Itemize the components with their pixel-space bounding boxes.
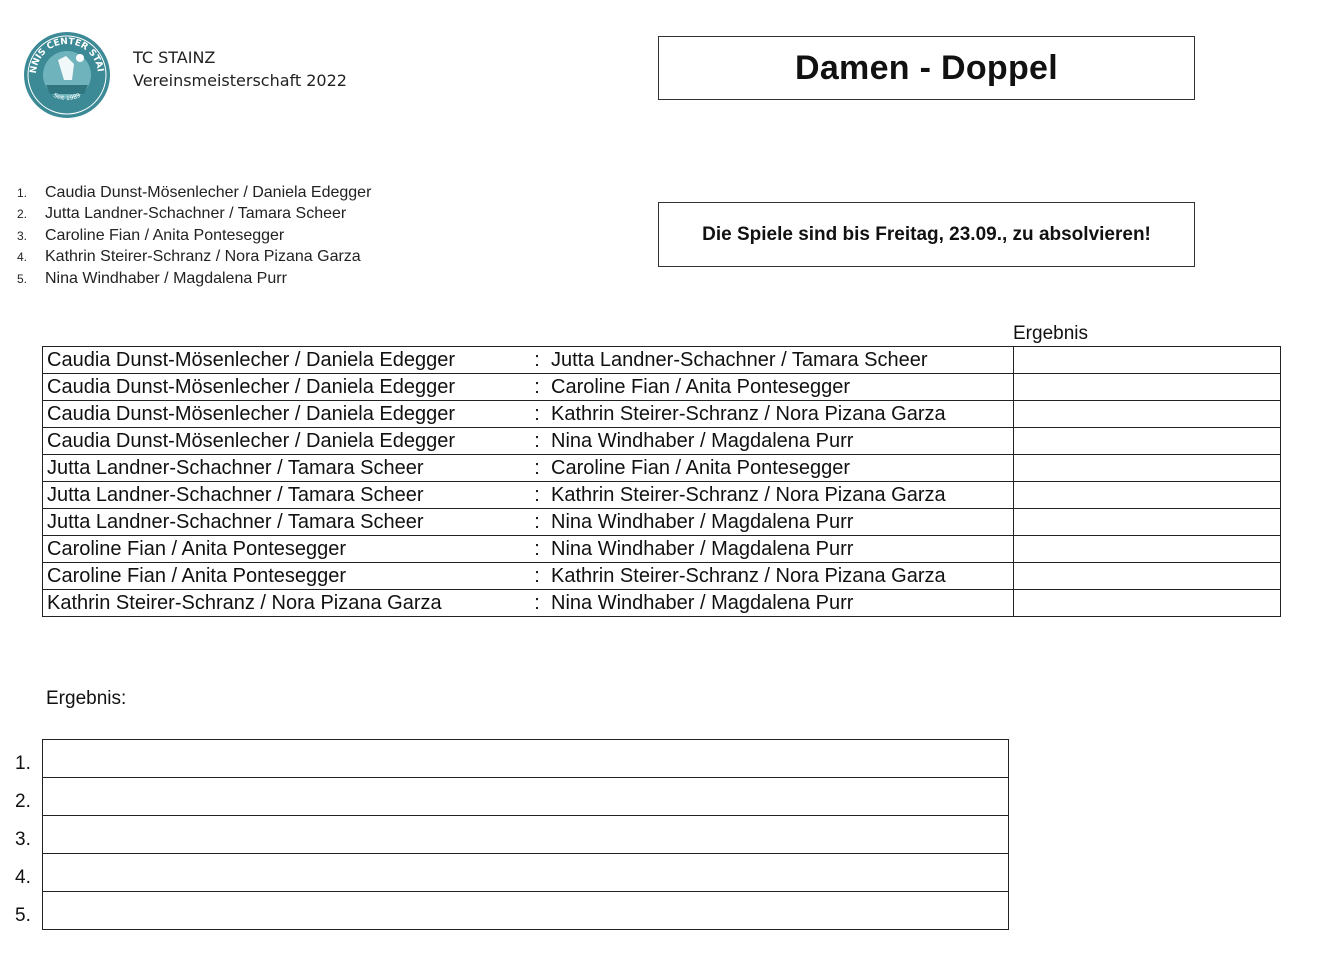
result-cell[interactable] <box>1014 536 1281 563</box>
away-team: Kathrin Steirer-Schranz / Nora Pizana Garza <box>547 401 1014 428</box>
away-team: Caroline Fian / Anita Pontesegger <box>547 374 1014 401</box>
match-separator: : <box>527 347 547 374</box>
away-team: Nina Windhaber / Magdalena Purr <box>547 509 1014 536</box>
match-separator: : <box>527 509 547 536</box>
team-name: Nina Windhaber / Magdalena Purr <box>45 269 287 287</box>
table-row <box>43 482 1281 509</box>
result-cell[interactable] <box>1014 455 1281 482</box>
table-row <box>43 347 1281 374</box>
home-team: Caudia Dunst-Mösenlecher / Daniela Edegger <box>43 401 528 428</box>
match-separator: : <box>527 428 547 455</box>
rank-number: 2. <box>15 791 31 812</box>
result-cell[interactable] <box>1014 401 1281 428</box>
rank-entry-cell[interactable] <box>42 853 1009 891</box>
match-table <box>42 346 1281 617</box>
rank-number: 5. <box>15 905 31 926</box>
result-cell[interactable] <box>1014 563 1281 590</box>
team-number: 3. <box>17 228 28 243</box>
away-team: Nina Windhaber / Magdalena Purr <box>547 428 1014 455</box>
svg-text:Seit 1989: Seit 1989 <box>52 91 82 103</box>
team-name: Jutta Landner-Schachner / Tamara Scheer <box>45 205 347 223</box>
rank-entry-cell[interactable] <box>42 891 1009 930</box>
table-row <box>15 815 1009 853</box>
home-team: Caudia Dunst-Mösenlecher / Daniela Edegger <box>43 347 528 374</box>
team-number: 1. <box>17 185 28 200</box>
home-team: Caudia Dunst-Mösenlecher / Daniela Edegger <box>43 374 528 401</box>
team-name: Kathrin Steirer-Schranz / Nora Pizana Garza <box>45 248 361 266</box>
rank-number: 1. <box>15 753 31 774</box>
result-cell[interactable] <box>1014 482 1281 509</box>
ranking-label: Ergebnis: <box>46 688 127 709</box>
table-row <box>43 374 1281 401</box>
home-team: Caroline Fian / Anita Pontesegger <box>43 536 528 563</box>
result-cell[interactable] <box>1014 590 1281 617</box>
home-team: Caudia Dunst-Mösenlecher / Daniela Edegger <box>43 428 528 455</box>
table-row <box>43 590 1281 617</box>
home-team: Kathrin Steirer-Schranz / Nora Pizana Garza <box>43 590 528 617</box>
team-name: Caroline Fian / Anita Pontesegger <box>45 226 285 244</box>
match-separator: : <box>527 374 547 401</box>
away-team: Nina Windhaber / Magdalena Purr <box>547 536 1014 563</box>
match-separator: : <box>527 455 547 482</box>
match-separator: : <box>527 536 547 563</box>
list-item <box>17 247 371 269</box>
list-item <box>17 204 371 226</box>
table-row <box>15 891 1009 929</box>
table-row <box>15 853 1009 891</box>
home-team: Caroline Fian / Anita Pontesegger <box>43 563 528 590</box>
away-team: Caroline Fian / Anita Pontesegger <box>547 455 1014 482</box>
table-row <box>43 428 1281 455</box>
list-item <box>17 182 371 204</box>
team-number: 5. <box>17 271 28 286</box>
list-item <box>17 225 371 247</box>
result-cell[interactable] <box>1014 509 1281 536</box>
away-team: Nina Windhaber / Magdalena Purr <box>547 590 1014 617</box>
match-separator: : <box>527 563 547 590</box>
rank-entry-cell[interactable] <box>42 815 1009 853</box>
match-separator: : <box>527 590 547 617</box>
table-row <box>15 739 1009 777</box>
match-separator: : <box>527 482 547 509</box>
result-cell[interactable] <box>1014 374 1281 401</box>
home-team: Jutta Landner-Schachner / Tamara Scheer <box>43 509 528 536</box>
result-column-header: Ergebnis <box>1013 323 1088 344</box>
away-team: Kathrin Steirer-Schranz / Nora Pizana Garza <box>547 482 1014 509</box>
svg-text:TENNIS CENTER STAINZ: NNIS CENTER STAI <box>28 36 105 75</box>
club-logo <box>22 30 112 120</box>
home-team: Jutta Landner-Schachner / Tamara Scheer <box>43 455 528 482</box>
page-title: Damen - Doppel <box>658 36 1195 100</box>
event-title: Vereinsmeisterschaft 2022 <box>133 71 347 90</box>
table-row <box>15 777 1009 815</box>
club-name: TC STAINZ <box>133 48 216 67</box>
table-row <box>43 455 1281 482</box>
list-item <box>17 268 371 290</box>
team-name: Caudia Dunst-Mösenlecher / Daniela Edegger <box>45 183 372 201</box>
table-row <box>43 401 1281 428</box>
match-separator: : <box>527 401 547 428</box>
rank-number: 3. <box>15 829 31 850</box>
table-row <box>43 536 1281 563</box>
tennis-center-stainz-logo-icon <box>22 30 112 120</box>
table-row <box>43 509 1281 536</box>
rank-number: 4. <box>15 867 31 888</box>
away-team: Jutta Landner-Schachner / Tamara Scheer <box>547 347 1014 374</box>
deadline-notice: Die Spiele sind bis Freitag, 23.09., zu absolvieren! <box>658 202 1195 267</box>
result-cell[interactable] <box>1014 347 1281 374</box>
result-cell[interactable] <box>1014 428 1281 455</box>
away-team: Kathrin Steirer-Schranz / Nora Pizana Garza <box>547 563 1014 590</box>
team-number: 4. <box>17 250 28 265</box>
rank-entry-cell[interactable] <box>42 739 1009 777</box>
team-list <box>17 182 371 290</box>
ranking-table <box>15 739 1009 929</box>
table-row <box>43 563 1281 590</box>
home-team: Jutta Landner-Schachner / Tamara Scheer <box>43 482 528 509</box>
rank-entry-cell[interactable] <box>42 777 1009 815</box>
team-number: 2. <box>17 207 28 222</box>
